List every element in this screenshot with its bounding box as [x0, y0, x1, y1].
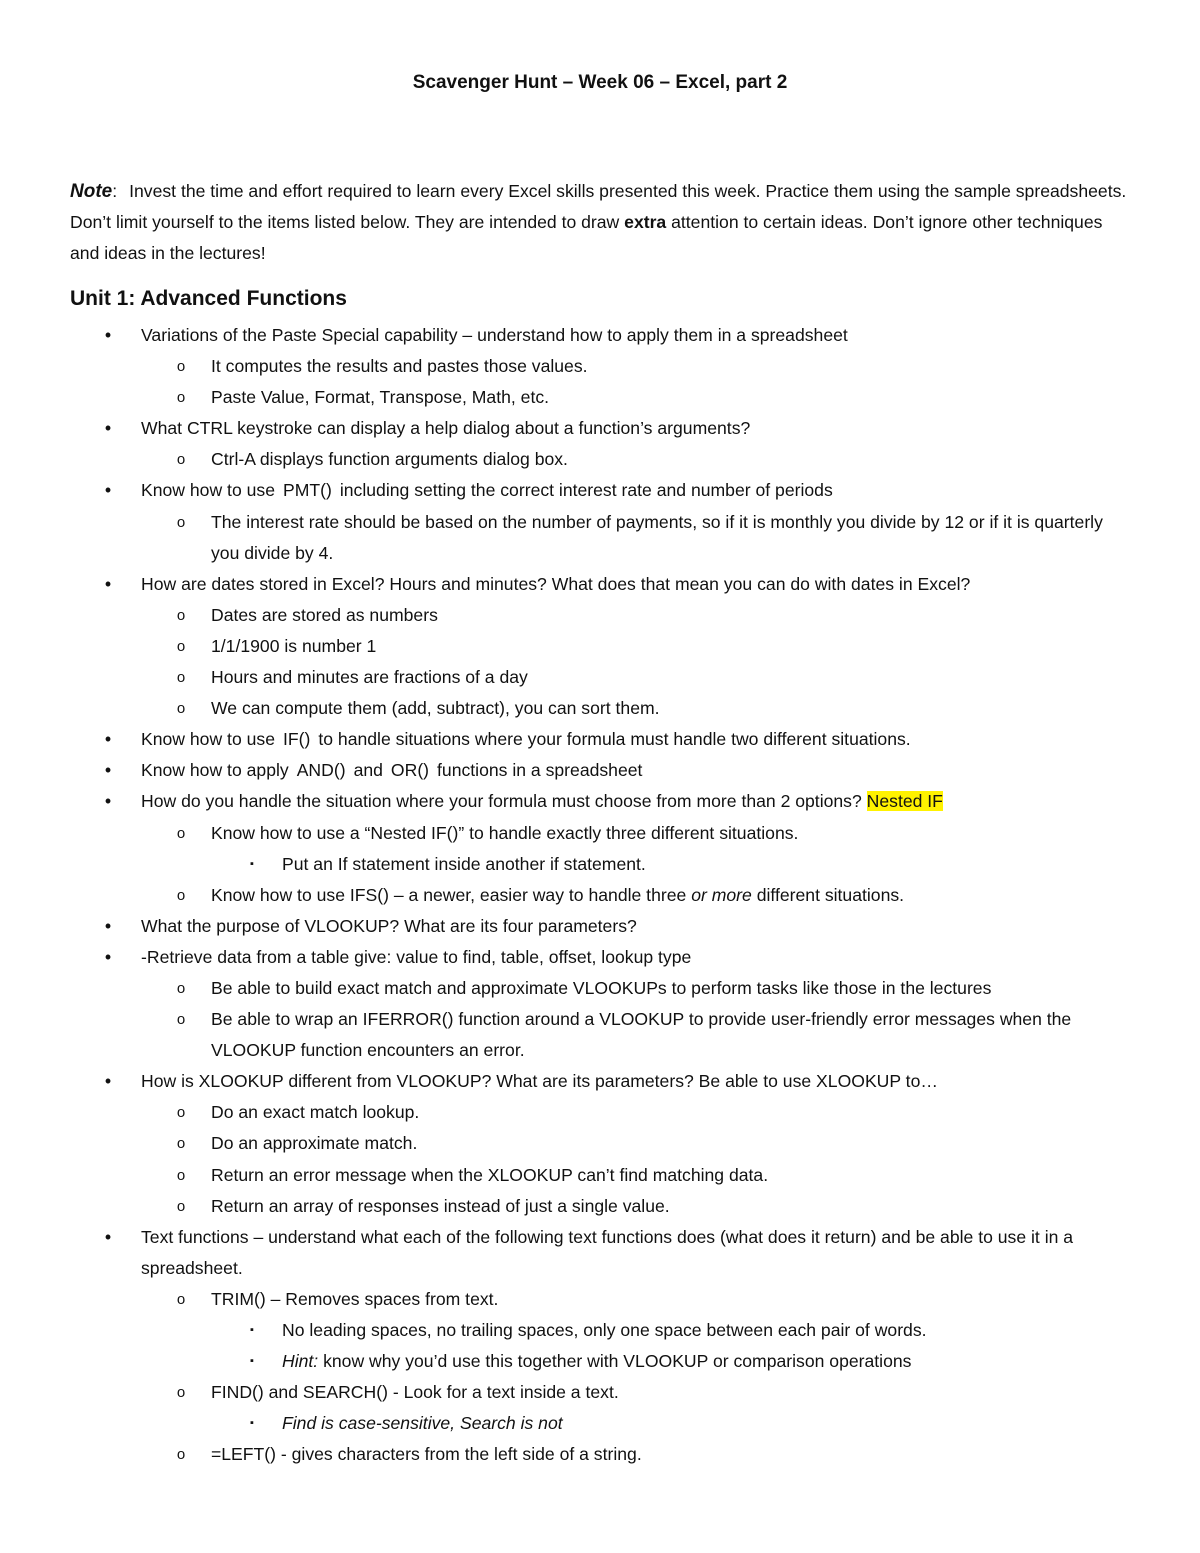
list-item: • Know how to use PMT() including setting the correct interest rate and number of periods [0, 475, 1200, 506]
list-item: o The interest rate should be based on the number of payments, so if it is monthly you divide by 12 or if it is quarterly you divide by 4. [0, 507, 1200, 569]
circle-bullet-icon: o [176, 451, 186, 469]
square-bullet-icon: ▪ [250, 1324, 254, 1336]
list-item: • Know how to use IF() to handle situations where your formula must handle two different situations. [0, 724, 1200, 755]
bullet-icon: • [104, 325, 112, 345]
list-item: ▪ Find is case-sensitive, Search is not [0, 1408, 1200, 1439]
note-text-1: Invest the time and effort required to learn every Excel skills presented this week. Practice them using the sample spreadsheets. Don’t limit yourself to the items listed below. They are intended to draw [70, 181, 1127, 232]
bullet-icon: • [104, 915, 112, 936]
list-item: • Variations of the Paste Special capability – understand how to apply them in a spreadsheet [0, 320, 1200, 351]
circle-bullet-icon: o [176, 1166, 186, 1184]
list-item: o Return an error message when the XLOOKUP can’t find matching data. [0, 1160, 1200, 1191]
bullet-icon: • [104, 480, 112, 501]
bullet-icon: • [104, 946, 112, 967]
circle-bullet-icon: o [176, 886, 186, 904]
bullet-icon: • [104, 729, 112, 750]
bullet-icon: • [104, 1226, 112, 1247]
list-item: • Text functions – understand what each of the following text functions does (what does it return) and be able to use it in a spreadsheet. [0, 1222, 1200, 1284]
bullet-icon: • [104, 791, 112, 812]
bullet-icon: • [104, 418, 112, 439]
list-item: ▪ No leading spaces, no trailing spaces, only one space between each pair of words. [0, 1315, 1200, 1346]
list-item: o 1/1/1900 is number 1 [0, 631, 1200, 662]
list-item: o Dates are stored as numbers [0, 600, 1200, 631]
circle-bullet-icon: o [176, 979, 186, 997]
note-colon: : [112, 181, 118, 201]
unit-1-list [0, 320, 1200, 1470]
function-name: IF() [283, 729, 311, 750]
function-name: PMT() [283, 480, 332, 501]
circle-bullet-icon: o [176, 1135, 186, 1153]
list-item: o Return an array of responses instead of just a single value. [0, 1191, 1200, 1222]
circle-bullet-icon: o [176, 1290, 186, 1308]
list-item: o Know how to use IFS() – a newer, easier way to handle three or more different situations. [0, 880, 1200, 911]
square-bullet-icon: ▪ [250, 857, 254, 870]
list-item: o =LEFT() - gives characters from the left side of a string. [0, 1439, 1200, 1470]
list-item: o Do an approximate match. [0, 1128, 1200, 1159]
list-item: o Ctrl-A displays function arguments dialog box. [0, 444, 1200, 475]
list-item: • What CTRL keystroke can display a help dialog about a function’s arguments? [0, 413, 1200, 444]
circle-bullet-icon: o [176, 358, 186, 376]
bullet-icon: • [104, 760, 112, 781]
list-item: o Be able to wrap an IFERROR() function around a VLOOKUP to provide user-friendly error messages when the VLOOKUP function encounters an error. [0, 1004, 1200, 1066]
document-title: Scavenger Hunt – Week 06 – Excel, part 2 [412, 72, 788, 93]
circle-bullet-icon: o [176, 700, 186, 718]
circle-bullet-icon: o [176, 389, 186, 407]
list-item: • How are dates stored in Excel? Hours and minutes? What does that mean you can do with dates in Excel? [0, 569, 1200, 600]
bullet-icon: • [104, 1071, 112, 1092]
list-item: o Do an exact match lookup. [0, 1097, 1200, 1128]
list-item: • -Retrieve data from a table give: value to find, table, offset, lookup type [0, 942, 1200, 973]
list-item: • How do you handle the situation where your formula must choose from more than 2 options? Nested IF [0, 786, 1200, 817]
note-extra: extra [624, 212, 667, 232]
circle-bullet-icon: o [176, 606, 186, 624]
circle-bullet-icon: o [176, 1384, 186, 1402]
circle-bullet-icon: o [176, 669, 186, 687]
bullet-icon: • [104, 573, 112, 594]
list-item: • How is XLOOKUP different from VLOOKUP? What are its parameters? Be able to use XLOOKUP to… [0, 1066, 1200, 1097]
list-item: o Be able to build exact match and approximate VLOOKUPs to perform tasks like those in the lectures [0, 973, 1200, 1004]
note-label: Note [70, 181, 113, 202]
list-item: o We can compute them (add, subtract), you can sort them. [0, 693, 1200, 724]
circle-bullet-icon: o [176, 513, 186, 531]
circle-bullet-icon: o [176, 1446, 186, 1464]
circle-bullet-icon: o [176, 1197, 186, 1215]
circle-bullet-icon: o [176, 637, 186, 655]
list-item: o Paste Value, Format, Transpose, Math, etc. [0, 382, 1200, 413]
list-item: o TRIM() – Removes spaces from text. [0, 1284, 1200, 1315]
square-bullet-icon: ▪ [250, 1355, 254, 1368]
circle-bullet-icon: o [176, 1011, 186, 1029]
circle-bullet-icon: o [176, 1104, 186, 1122]
list-item: • Know how to apply AND() and OR() functions in a spreadsheet [0, 755, 1200, 786]
highlighted-text: Nested IF [866, 791, 943, 812]
note-text-2: attention to certain ideas. Don’t ignore other techniques and ideas in the lectures! [70, 212, 1103, 263]
circle-bullet-icon: o [176, 824, 186, 842]
list-item: o FIND() and SEARCH() - Look for a text inside a text. [0, 1377, 1200, 1408]
list-item: o Know how to use a “Nested IF()” to handle exactly three different situations. [0, 818, 1200, 849]
note-paragraph [70, 176, 1135, 269]
list-item: • What the purpose of VLOOKUP? What are its four parameters? [0, 911, 1200, 942]
function-name: AND() [296, 760, 346, 781]
section-heading-unit-1: Unit 1: Advanced Functions [70, 287, 347, 310]
list-item: o It computes the results and pastes those values. [0, 351, 1200, 382]
square-bullet-icon: ▪ [250, 1417, 254, 1430]
list-item: ▪ Hint: know why you’d use this together with VLOOKUP or comparison operations [0, 1346, 1200, 1377]
list-item: o Hours and minutes are fractions of a day [0, 662, 1200, 693]
list-item: ▪ Put an If statement inside another if statement. [0, 849, 1200, 880]
function-name: OR() [390, 760, 430, 781]
